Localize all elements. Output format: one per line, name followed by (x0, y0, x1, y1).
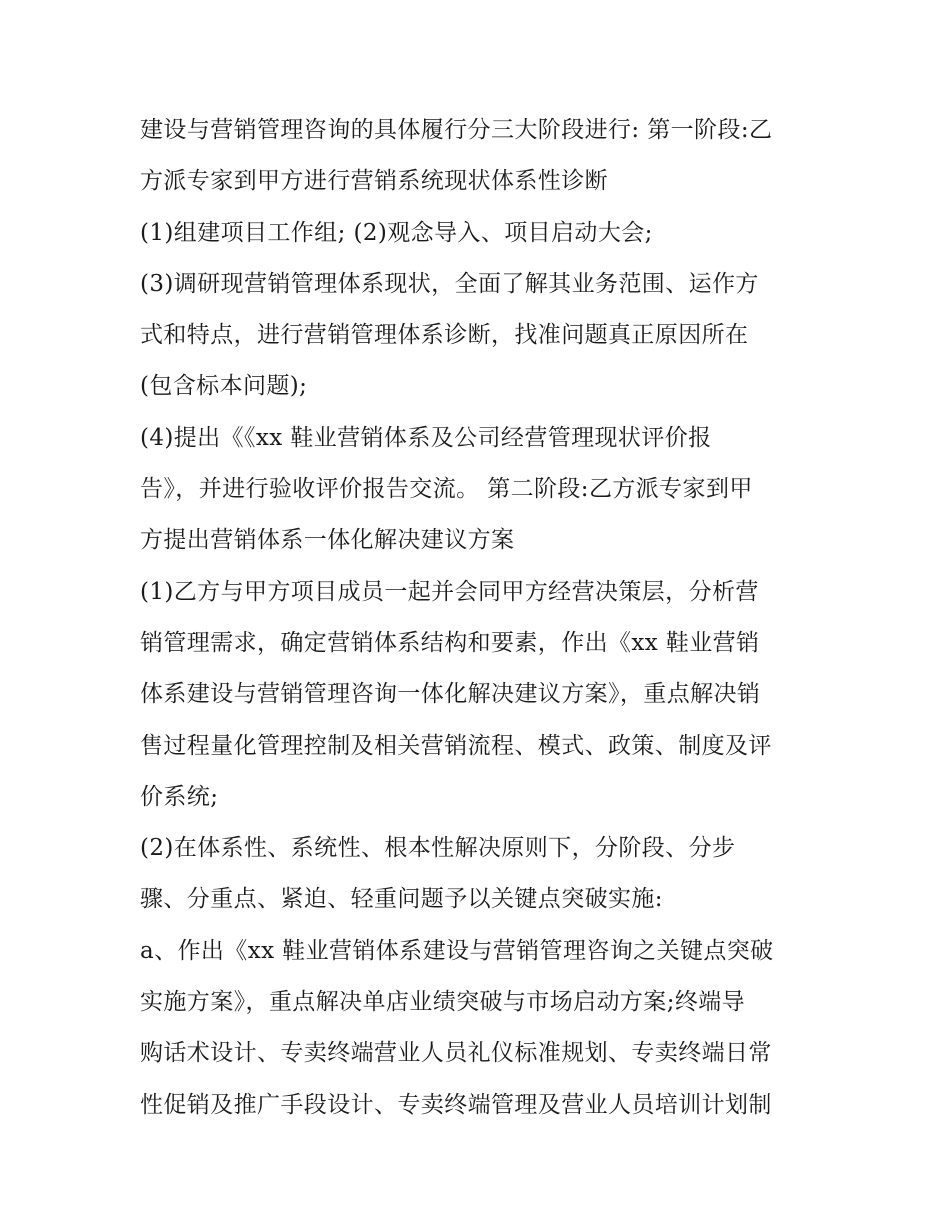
text-line: (1)乙方与甲方项目成员一起并会同甲方经营决策层，分析营 (140, 578, 759, 605)
text-line: 实施方案》，重点解决单店业绩突破与市场启动方案;终端导 (140, 989, 746, 1016)
text-line: 销管理需求，确定营销体系结构和要素，作出《xx 鞋业营销 (140, 629, 760, 656)
text-line: (2)在体系性、系统性、根本性解决原则下，分阶段、分步 (140, 835, 736, 862)
text-line: a、作出《xx 鞋业营销体系建设与营销管理咨询之关键点突破 (140, 937, 774, 964)
text-line: (1)组建项目工作组; (2)观念导入、项目启动大会; (140, 219, 653, 246)
text-line: (包含标本问题); (140, 373, 308, 400)
text-line: 骤、分重点、紧迫、轻重问题予以关键点突破实施: (140, 886, 663, 913)
text-line: 式和特点，进行营销管理体系诊断，找准问题真正原因所在 (140, 322, 749, 349)
text-line: 性促销及推广手段设计、专卖终端管理及营业人员培训计划制 (140, 1091, 772, 1118)
text-line: (3)调研现营销管理体系现状，全面了解其业务范围、运作方 (140, 270, 759, 297)
text-line: 建设与营销管理咨询的具体履行分三大阶段进行: 第一阶段:乙 (140, 117, 773, 143)
document-body (140, 107, 830, 1133)
text-line: (4)提出《《xx 鞋业营销体系及公司经营管理现状评价报 (140, 424, 712, 451)
text-line: 方派专家到甲方进行营销系统现状体系性诊断 (140, 168, 608, 195)
text-line: 购话术设计、专卖终端营业人员礼仪标准规划、专卖终端日常 (140, 1040, 772, 1067)
text-line: 价系统; (140, 783, 219, 810)
text-line: 方提出营销体系一体化解决建议方案 (140, 527, 515, 554)
text-line: 告》，并进行验收评价报告交流。 第二阶段:乙方派专家到甲 (140, 476, 753, 503)
text-line: 售过程量化管理控制及相关营销流程、模式、政策、制度及评 (140, 732, 772, 759)
text-line: 体系建设与营销管理咨询一体化解决建议方案》，重点解决销 (140, 681, 761, 708)
